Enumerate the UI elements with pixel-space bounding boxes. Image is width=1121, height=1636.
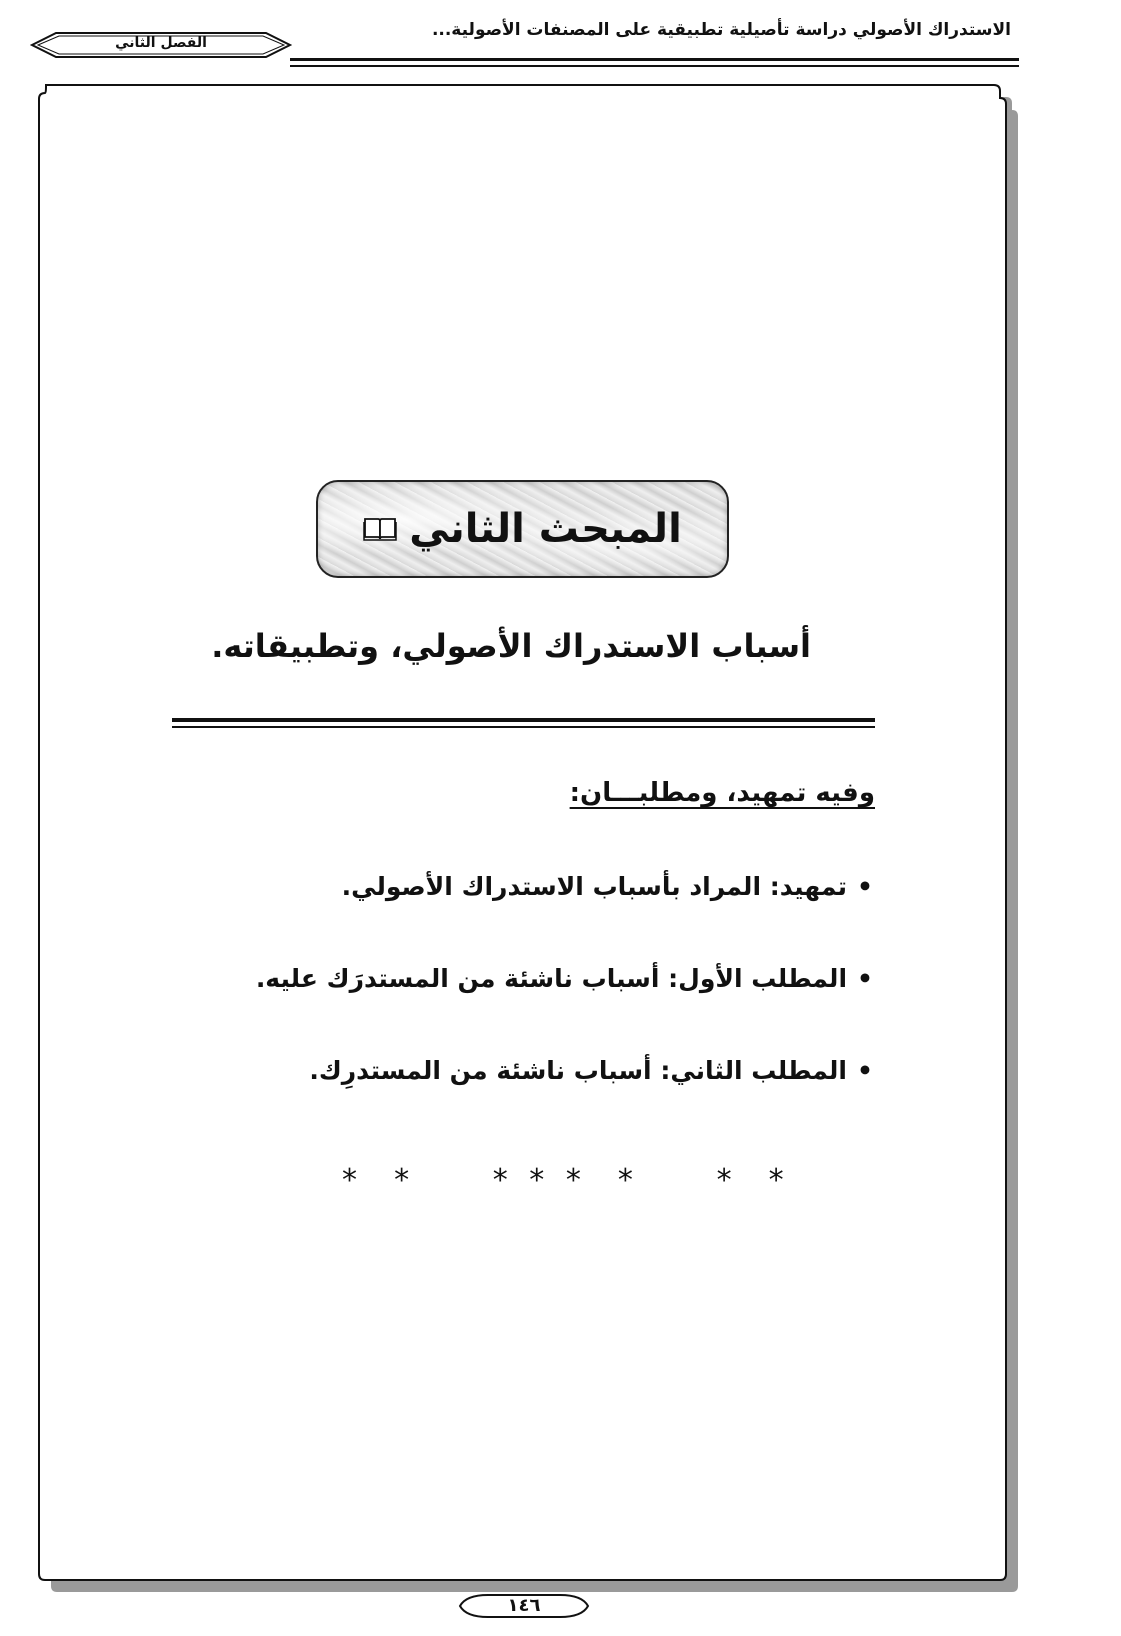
page-number-tab	[458, 1592, 590, 1620]
topic-heading: أسباب الاستدراك الأصولي، وتطبيقاته.	[211, 627, 811, 665]
section-title-box	[316, 480, 729, 578]
contents-heading: وفيه تمهيد، ومطلبـــان:	[569, 778, 875, 808]
double-rule	[172, 718, 875, 728]
list-item-text: تمهيد: المراد بأسباب الاستدراك الأصولي.	[341, 872, 848, 901]
list-item-text: المطلب الثاني: أسباب ناشئة من المستدرِك.	[309, 1056, 848, 1085]
list-item	[256, 1056, 873, 1148]
list-item	[256, 964, 873, 1056]
list-item	[256, 872, 873, 964]
bullet: •	[857, 872, 873, 901]
page-number: ١٤٦	[507, 1595, 541, 1616]
bullet: •	[857, 1056, 873, 1085]
section-title: المبحث الثاني	[409, 506, 682, 552]
running-title: الاستدراك الأصولي دراسة تأصيلية تطبيقية على المصنفات الأصولية...	[431, 20, 1011, 40]
separator-stars: * * * * * * * *	[342, 1163, 790, 1198]
open-book-icon	[363, 516, 397, 542]
chapter-label: الفصل الثاني	[115, 35, 207, 51]
list-item-text: المطلب الأول: أسباب ناشئة من المستدرَك عليه.	[255, 964, 848, 993]
bullet: •	[857, 964, 873, 993]
contents-list	[256, 872, 873, 1148]
